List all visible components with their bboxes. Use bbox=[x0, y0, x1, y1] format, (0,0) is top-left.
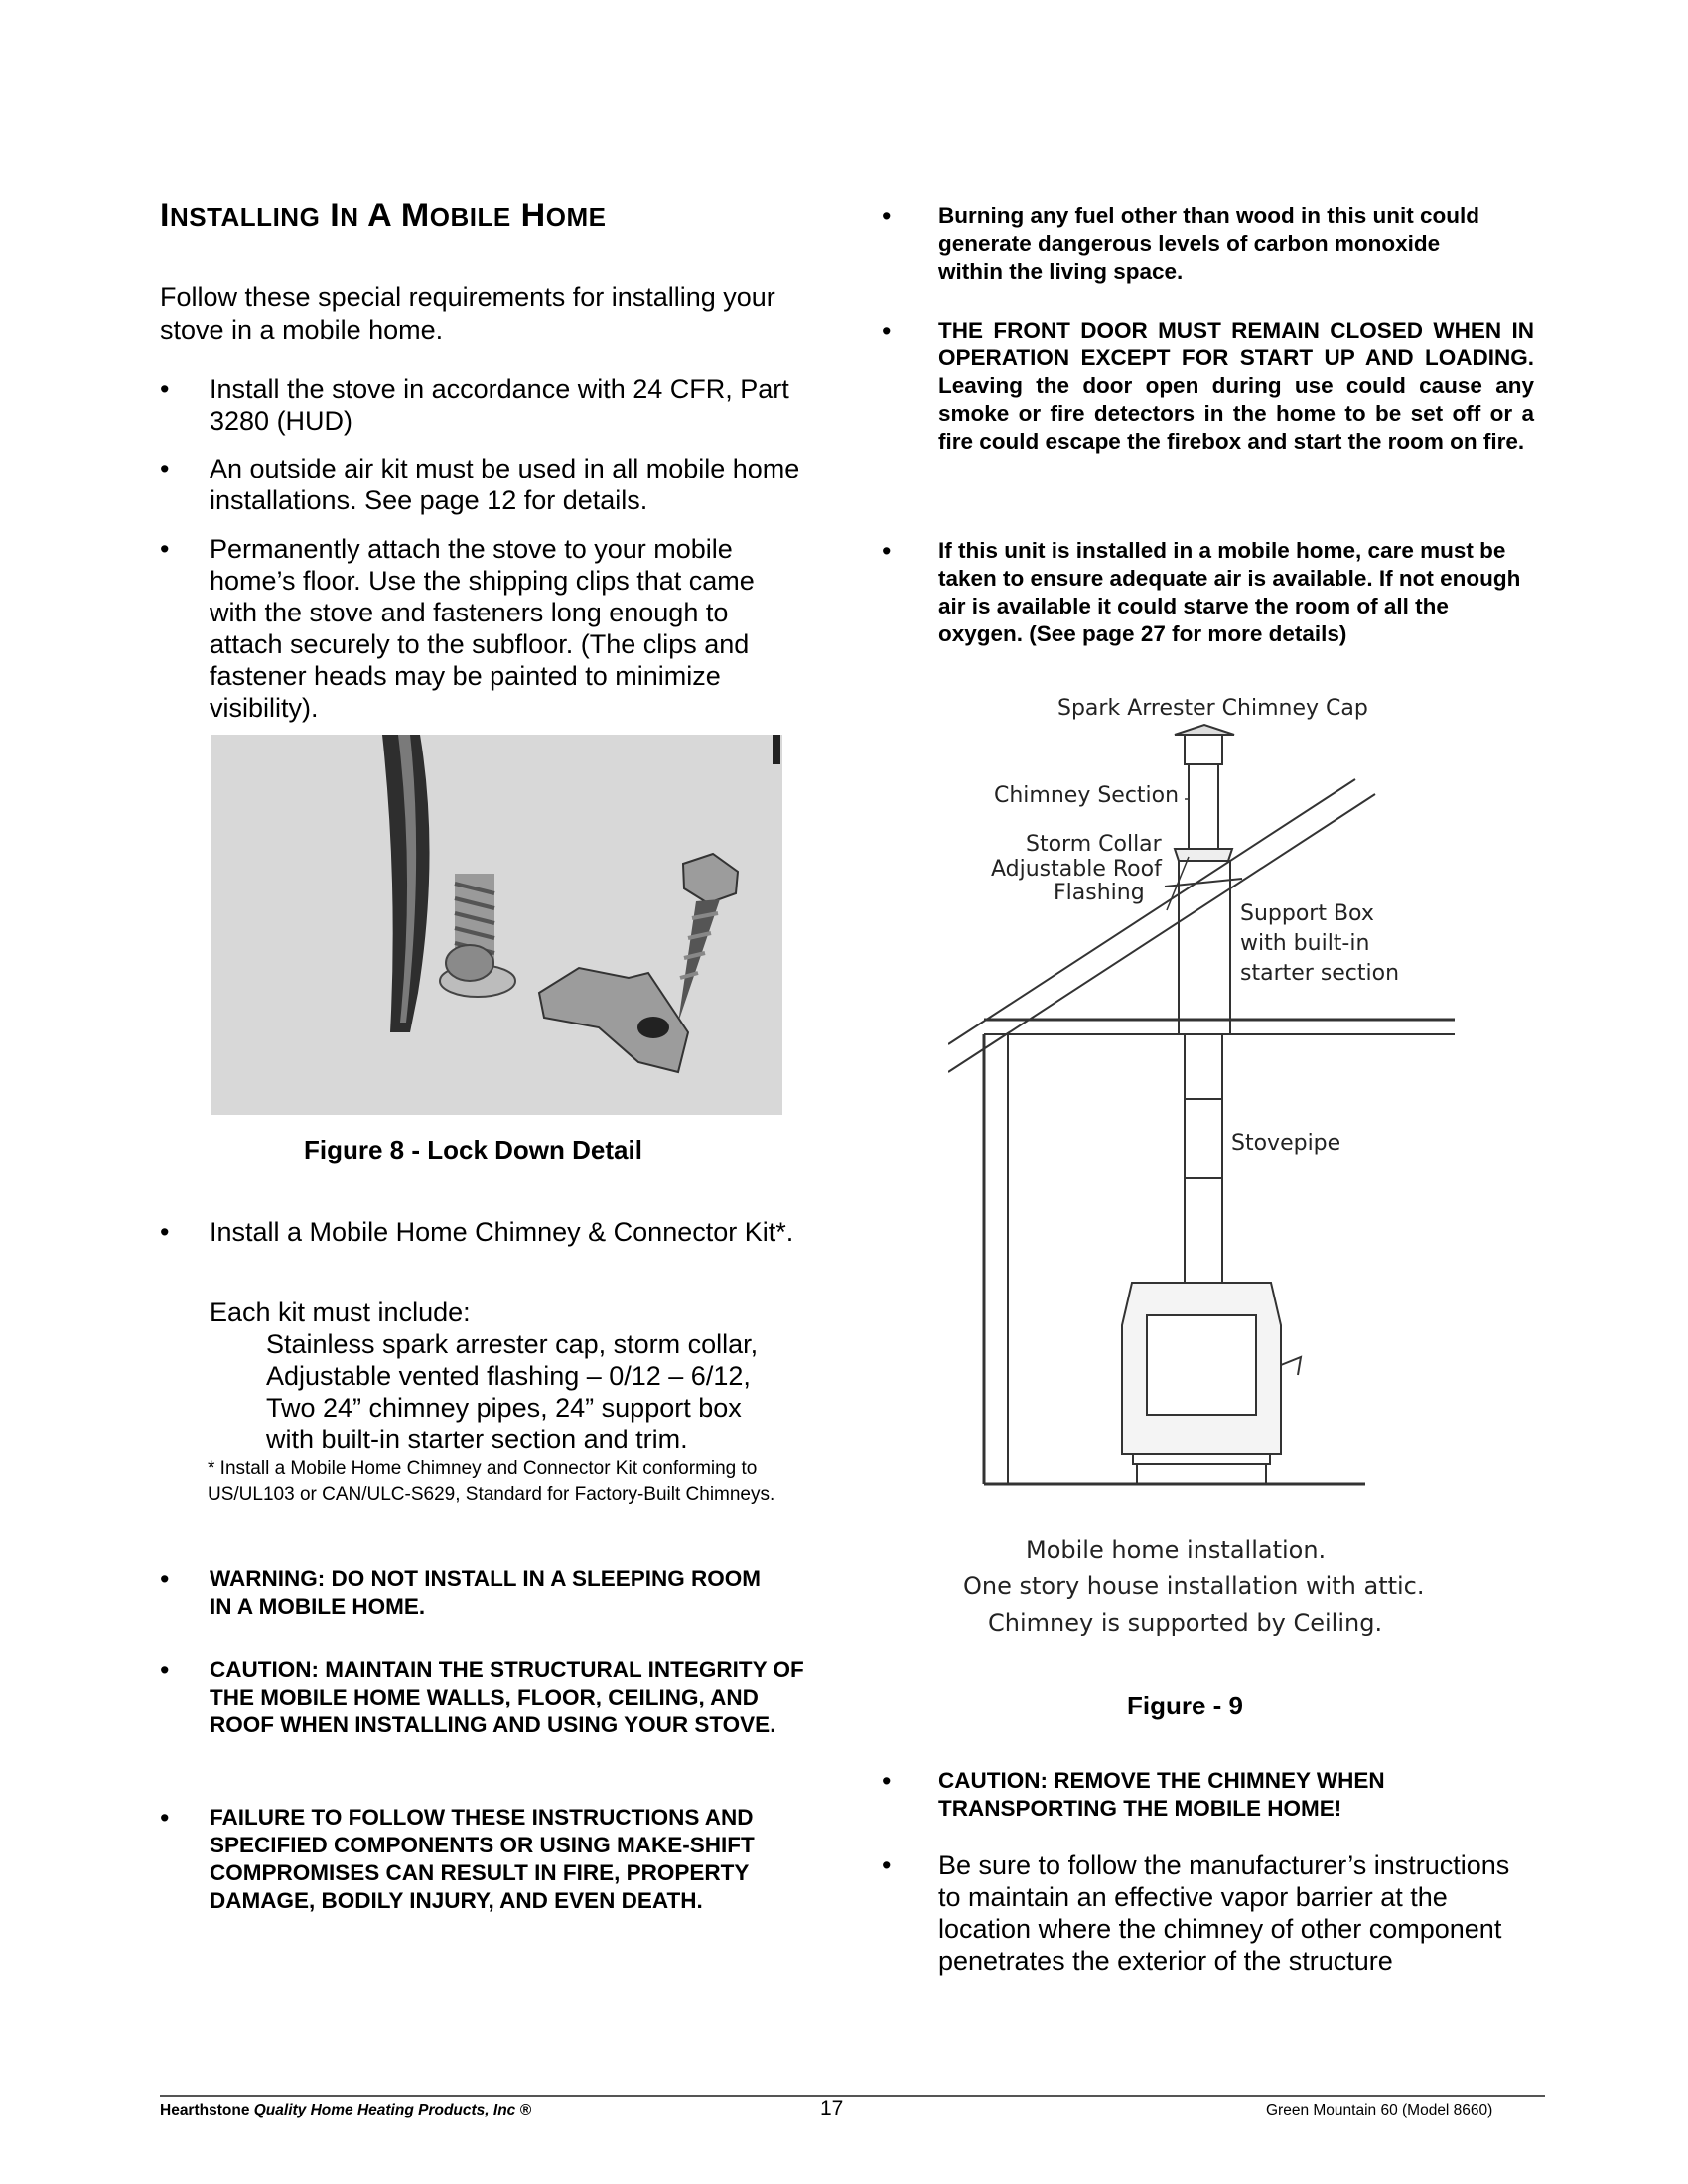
kit-intro: Each kit must include: bbox=[210, 1297, 471, 1327]
intro-paragraph: Follow these special requirements for installing your stove in a mobile home. bbox=[160, 282, 775, 344]
lock-down-detail-image bbox=[211, 735, 782, 1115]
kit-item: with built-in starter section and trim. bbox=[266, 1425, 688, 1454]
figure-9-caption: Figure - 9 bbox=[1127, 1691, 1244, 1720]
bullet-icon: • bbox=[160, 1803, 170, 1833]
page-title: INSTALLING IN A MOBILE HOME bbox=[160, 197, 607, 234]
kit-footnote: * Install a Mobile Home Chimney and Connector Kit conforming to US/UL103 or CAN/ULC-S629, Standard for Factory-Built Chimneys. bbox=[208, 1458, 775, 1505]
label-roof-flashing: Flashing bbox=[1054, 881, 1145, 905]
footer-divider bbox=[160, 2095, 1545, 2097]
label-support-box: with built-in bbox=[1240, 931, 1370, 956]
bullet-icon: • bbox=[160, 454, 170, 483]
label-support-box: Support Box bbox=[1240, 901, 1374, 926]
figure-8-caption: Figure 8 - Lock Down Detail bbox=[304, 1135, 642, 1164]
diagram-note: Mobile home installation. bbox=[1026, 1536, 1327, 1564]
bullet-icon: • bbox=[882, 1850, 892, 1880]
label-support-box: starter section bbox=[1240, 961, 1400, 986]
chimney-installation-diagram bbox=[948, 690, 1465, 1643]
bullet-icon: • bbox=[882, 536, 892, 566]
diagram-note: Chimney is supported by Ceiling. bbox=[988, 1609, 1383, 1637]
kit-item: Adjustable vented flashing – 0/12 – 6/12, bbox=[266, 1361, 751, 1391]
footer-company: Hearthstone Quality Home Heating Products, Inc ® bbox=[160, 2102, 532, 2118]
bullet-icon: • bbox=[160, 1217, 170, 1247]
kit-item: Two 24” chimney pipes, 24” support box bbox=[266, 1393, 742, 1423]
bullet-icon: • bbox=[882, 316, 892, 345]
bullet-icon: • bbox=[160, 1565, 170, 1594]
bullet-icon: • bbox=[160, 374, 170, 404]
kit-item: Stainless spark arrester cap, storm collar, bbox=[266, 1329, 759, 1359]
kit-items bbox=[266, 1328, 822, 1455]
label-chimney-cap: Spark Arrester Chimney Cap bbox=[1057, 696, 1368, 721]
footer-model: Green Mountain 60 (Model 8660) bbox=[1266, 2102, 1493, 2118]
label-storm-collar: Storm Collar bbox=[1026, 832, 1162, 857]
bullet-icon: • bbox=[160, 534, 170, 564]
bullet-icon: • bbox=[882, 1766, 892, 1796]
bullet-icon: • bbox=[160, 1655, 170, 1685]
page-number: 17 bbox=[820, 2097, 844, 2119]
label-stovepipe: Stovepipe bbox=[1231, 1131, 1341, 1156]
bullet-icon: • bbox=[882, 202, 892, 231]
label-chimney-section: Chimney Section bbox=[994, 783, 1180, 808]
label-roof-flashing: Adjustable Roof bbox=[991, 857, 1162, 882]
diagram-note: One story house installation with attic. bbox=[963, 1572, 1425, 1600]
